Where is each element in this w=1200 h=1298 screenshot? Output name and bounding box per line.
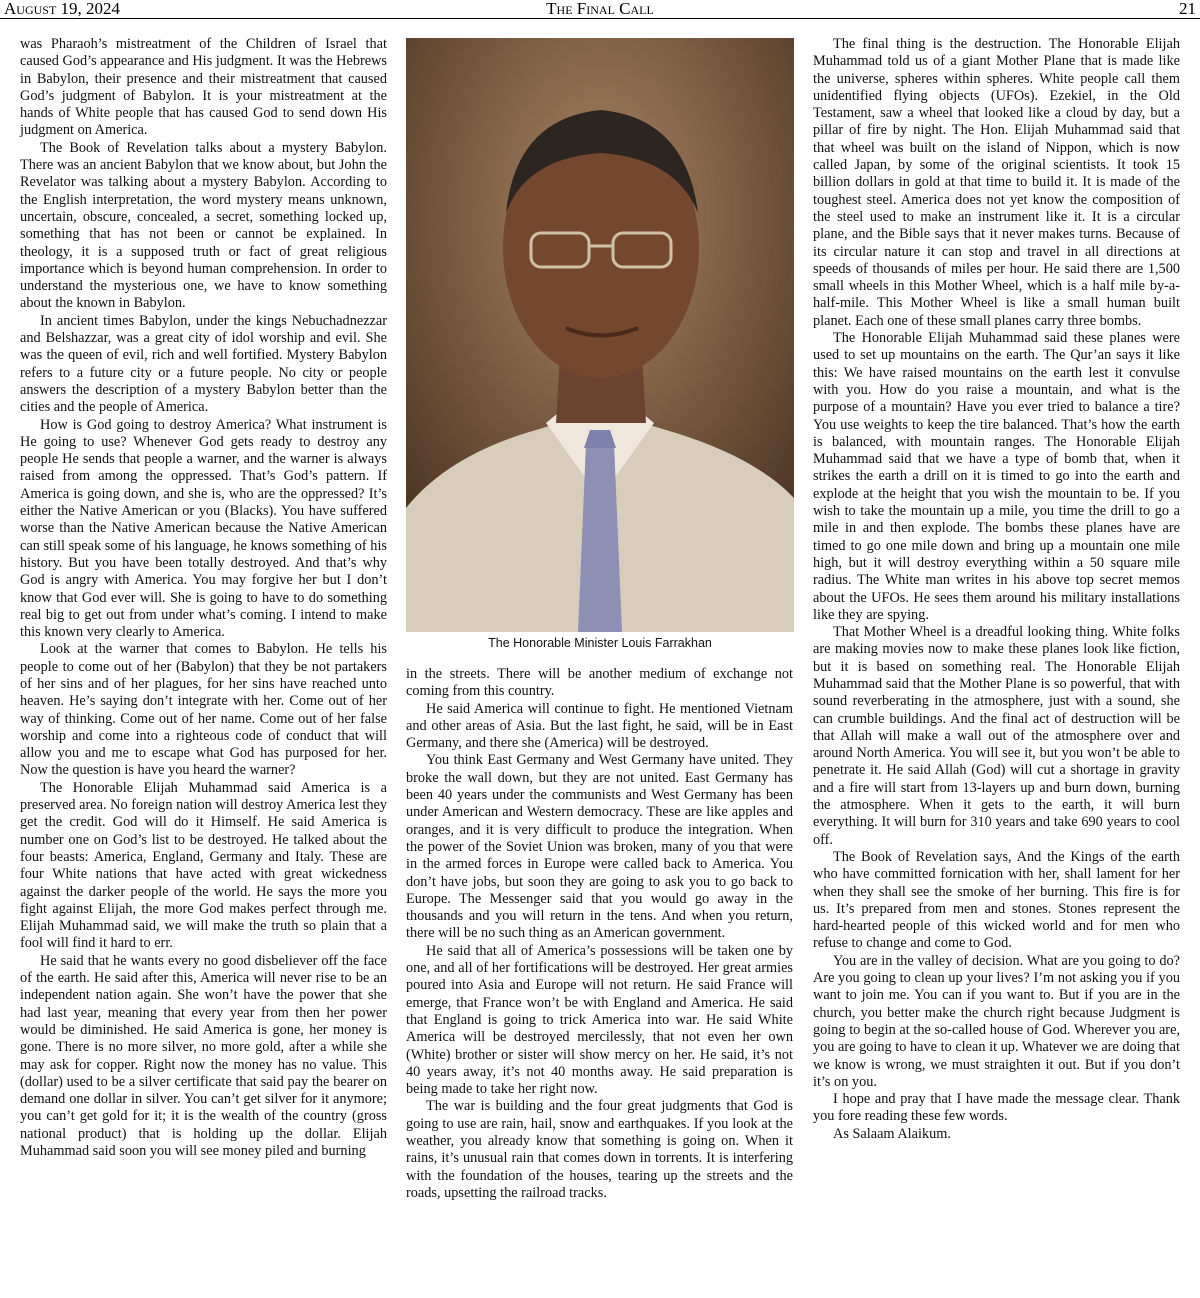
paragraph: You are in the valley of decision. What are you going to do? Are you going to clean up your lives? I’m not asking you if you want to join me. You can if you want to. But if you are in the church, you better make the church right because Judgment is going to begin at the so-called house of God. Wherever you are, you are going to have to clean it up. Whatever we are doing that we know is wrong, we must straighten it out. But if you don’t it’s on you.	[813, 952, 1180, 1090]
paragraph: In ancient times Babylon, under the kings Nebuchadnezzar and Belshazzar, was a great city of idol worship and evil. She was the queen of evil, rich and well fortified. Mystery Babylon refers to a future city or a future people. No city or people answers the description of a mystery Babylon better than the cities and the people of America.	[20, 312, 387, 416]
signoff: As Salaam Alaikum.	[833, 1125, 951, 1142]
paragraph: The war is building and the four great judgments that God is going to use are rain, hail, snow and earthquakes. If you look at the weather, you already know that something is going on. When it rains, it’s unusual rain that comes down in torrents. It is interfering with the foundation of the houses, tearing up the streets and the roads, upsetting the railroad tracks.	[406, 1098, 793, 1201]
paragraph: The Honorable Elijah Muhammad said America is a preserved area. No foreign nation will destroy America lest they get the credit. God will do it Himself. He said America is number one on God’s list to be destroyed. He talked about the four beasts: America, England, Germany and Italy. These are four White nations that have acted with great wickedness against the darker people of the world. He says the more you fight against Elijah, the more God makes perfect through me. Elijah Muhammad said, we will make the truth so plain that a fool will find it hard to err.	[20, 779, 387, 952]
photo-caption: The Honorable Minister Louis Farrakhan	[488, 636, 712, 650]
portrait-illustration	[406, 38, 794, 632]
page-header	[0, 0, 1200, 19]
page-number: 21	[1179, 0, 1196, 18]
paragraph: He said America will continue to fight. He mentioned Vietnam and other areas of Asia. But the last fight, he said, will be in East Germany, and there she (America) will be destroyed.	[406, 700, 793, 752]
article-column-3	[813, 36, 1180, 1143]
paragraph: How is God going to destroy America? What instrument is He going to use? Whenever God gets ready to destroy any people He sends that people a warner, and the warner is always raised from among the oppressed. That’s God’s pattern. If America is going down, and she is, who are the oppressed? It’s either the Native American or you (Blacks). You have suffered worse than the Native American because the Native American can still speak some of his language, he knows something of his history. But you have been totally destroyed. And that’s why God is angry with America. You may forgive her but I don’t know that God ever will. She is going to have to do something real big to get out from under what’s coming. I intend to make this known very clearly to America.	[20, 416, 387, 641]
article-column-2	[406, 666, 793, 1202]
paragraph: You think East Germany and West Germany have united. They broke the wall down, but they are not united. East Germany has been 40 years under the communists and West Germany has been under American and Western democracy. These are like apples and oranges, and it is very difficult to produce the integration. When the power of the Soviet Union was broken, many of you that were in the armed forces in Europe were called back to America. You don’t have jobs, but soon they are going to ask you to go back to Europe. The Messenger said that you would go away in the thousands and you will return in the tens. And when you return, there will be no such thing as an American government.	[406, 752, 793, 942]
paragraph: The Book of Revelation talks about a mystery Babylon. There was an ancient Babylon that we know about, but John the Revelator was talking about a mystery Babylon. According to the English interpretation, the word mystery means unknown, uncertain, obscure, concealed, a secret, something locked up, something that has not been or cannot be explained. In theology, it is a supposed truth or fact of great religious importance which is beyond human comprehension. In order to understand the mysterious one, we have to know something about the known in Babylon.	[20, 139, 387, 312]
paragraph: The Book of Revelation says, And the Kings of the earth who have committed fornication with her, shall lament for her when they shall see the smoke of her burning. This fire is for us. It’s prepared from men and stones. Stones represent the hard-hearted people of this wicked world and for men who refuse to change and come to God.	[813, 848, 1180, 952]
paragraph: He said that he wants every no good disbeliever off the face of the earth. He said after this, America will never rise to be an independent nation again. She won’t have the power that she had last year, meaning that every year from then her power would be diminished. He said America is gone, her money is gone. There is no more silver, no more gold, after a while she may ask for copper. Right now the money has no value. This (dollar) used to be a silver certificate that said pay the bearer on demand one dollar in silver. You can’t get silver for it anymore; you can’t get gold for it; it is the wealth of the country (gross national product) that is holding up the dollar. Elijah Muhammad said soon you will see money piled and burning	[20, 952, 387, 1159]
paragraph: in the streets. There will be another medium of exchange not coming from this country.	[406, 666, 793, 700]
paragraph: The Honorable Elijah Muhammad said these planes were used to set up mountains on the earth. The Qur’an says it like this: We have raised mountains on the earth lest it convulse with you. How do you raise a mountain, and what is the purpose of a mountain? Have you ever tried to balance a tire? You use weights to keep the tire balanced. That’s how the earth is balanced, with mountain ranges. The Honorable Elijah Muhammad said that we have a type of bomb that, when it strikes the earth a drill on it is timed to go into the earth and explode at the height that you wish the mountain to be. If you wish to take the mountain up a mile, you time the drill to go a mile in and then explode. The bombs these planes have are timed to go one mile down and bring up a mountain one mile high, but it will destroy everything within a 50 square mile radius. The White man writes in his above top secret memos about the UFOs. He sees them around his military installations like they are spying.	[813, 330, 1180, 623]
paragraph: That Mother Wheel is a dreadful looking thing. White folks are making movies now to make these planes look like fiction, but it is based on something real. The Honorable Elijah Muhammad said that the Mother Plane is so powerful, that with sound reverberating in the atmosphere, just with a sound, she can crumble buildings. And the final act of destruction will be that Allah will make a wall out of the atmosphere over and around North America. You will see it, but you won’t be able to penetrate it. He said Allah (God) will cut a shortage in gravity and a fire will start from 13-layers up and burn down, burning the atmosphere. When it gets to the earth, it will burn everything. It will burn for 310 years and take 690 years to cool off.	[813, 624, 1180, 848]
issue-date: August 19, 2024	[4, 0, 121, 18]
paragraph: Look at the warner that comes to Babylon. He tells his people to come out of her (Babylon) that they be not partakers of her sins and of her plagues, for her sins have reached unto heaven. He’s saying don’t integrate with her. Come out of her way of thinking. Come out of her name. Come out of her false worship and come into a righteous code of conduct that will allow you and me to escape what God has purposed for her. Now the question is have you heard the warner?	[20, 641, 387, 779]
portrait-photo	[406, 38, 794, 632]
paragraph: The final thing is the destruction. The Honorable Elijah Muhammad told us of a giant Mother Plane that is made like the universe, spheres within spheres. White people call them unidentified flying objects (UFOs). Ezekiel, in the Old Testament, saw a wheel that looked like a cloud by day, but a pillar of fire by night. The Hon. Elijah Muhammad said that that wheel was built on the island of Nippon, which is now called Japan, by some of the original scientists. It took 15 billion dollars in gold at that time to build it. It is made of the toughest steel. America does not yet know the composition of the steel used to make an instrument like it. It is a circular plane, and the Bible says that it never makes turns. Because of its circular nature it can stop and travel in all directions at speeds of thousands of miles per hour. He said there are 1,500 small wheels in this Mother Wheel, which is a half mile by-a-half-mile. This Mother Wheel is like a small human built planet. Each one of these small planes carry three bombs.	[813, 36, 1180, 329]
article-column-1	[20, 36, 387, 1160]
paragraph: I hope and pray that I have made the message clear. Thank you fore reading these few words.	[813, 1091, 1180, 1125]
paragraph: He said that all of America’s possessions will be taken one by one, and all of her fortifications will be destroyed. Her great armies poured into Asia and Europe will not return. He said France will emerge, that France won’t be with England and America. He said that England is going to trick America into war. He said White America will be destroyed mercilessly, that not even her own (White) brother or sister will show mercy on her. He said, it’s not 40 years away, it’s not 40 months away. He said preparation is being made to take her right now.	[406, 942, 793, 1098]
publication-name: The Final Call	[546, 0, 654, 18]
paragraph: was Pharaoh’s mistreatment of the Children of Israel that caused God’s appearance and His judgment. It was the Hebrews in Babylon, their presence and their mistreatment that caused God’s judgment of Babylon. It is your mistreatment at the hands of White people that has caused God to send down His judgment on America.	[20, 36, 387, 139]
